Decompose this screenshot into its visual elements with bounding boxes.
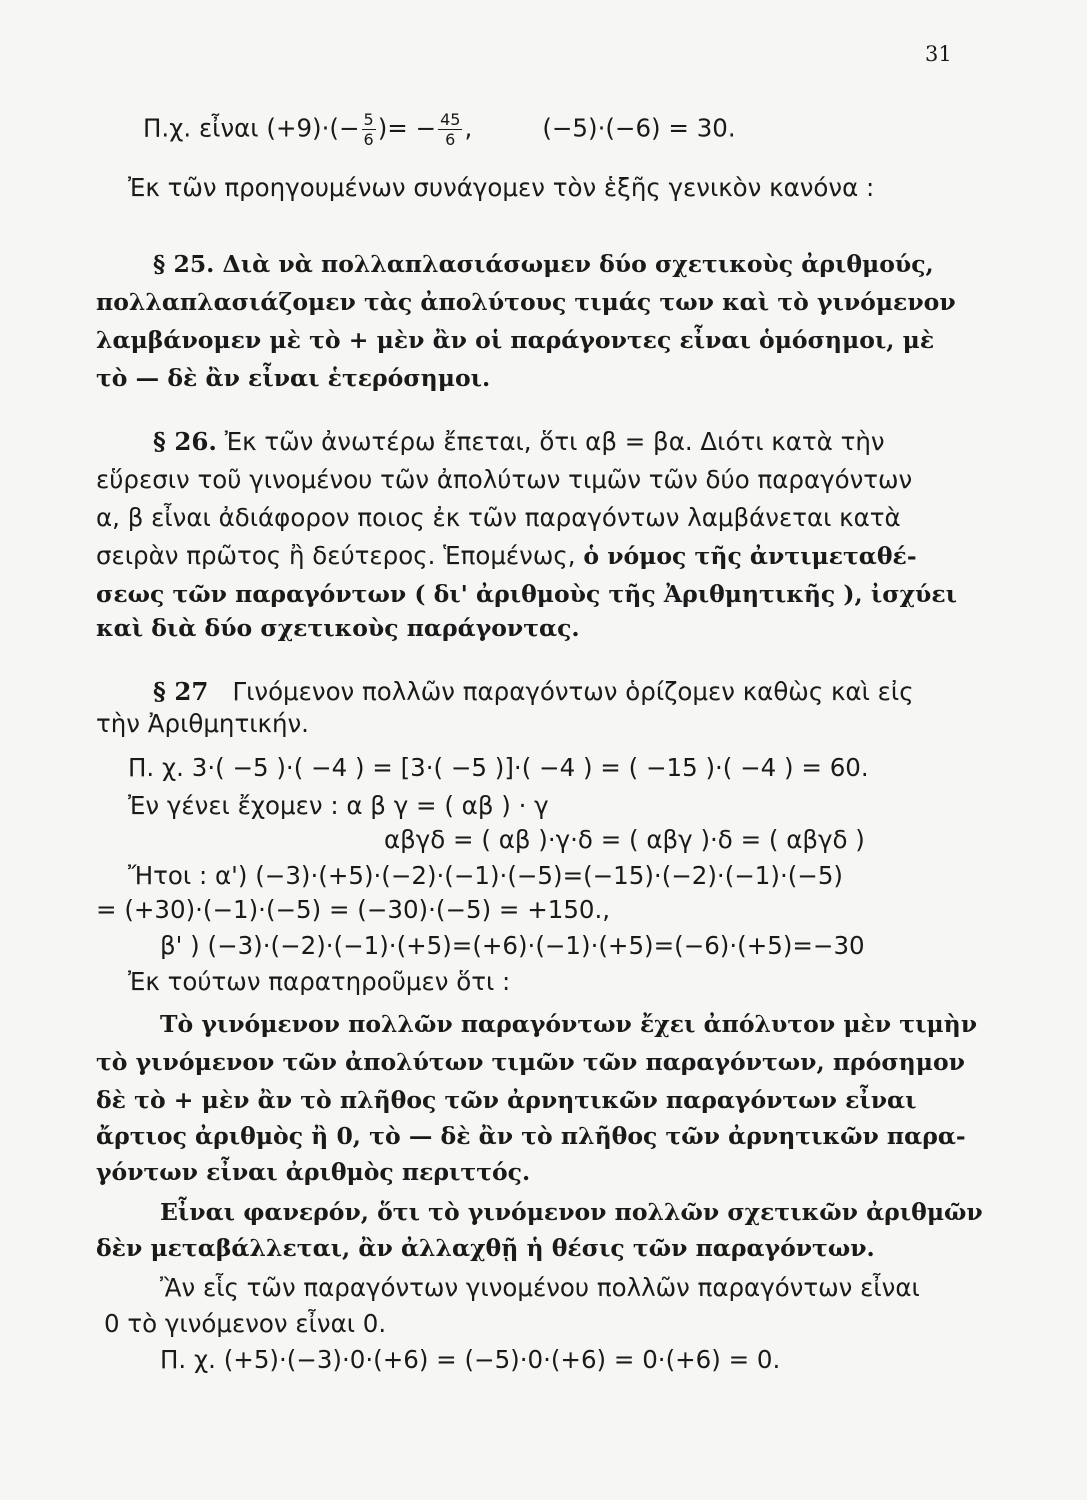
section-27-example: Π. χ. 3·( −5 )·( −4 ) = [3·( −5 )]·( −4 ) = ( −15 )·( −4 ) = 60. [128, 753, 869, 782]
section-26-line-2: εὕρεσιν τοῦ γινομένου τῶν ἀπολύτων τιμῶν τῶν δύο παραγόντων [96, 465, 913, 494]
rule-line-4: ἄρτιος ἀριθμὸς ἢ 0, τὸ — δὲ ἂν τὸ πλῆθος τῶν ἀρνητικῶν παρα- [96, 1122, 966, 1150]
section-27-line-2: τὴν Ἀριθμητικήν. [96, 709, 309, 738]
rule-line-5: γόντων εἶναι ἀριθμὸς περιττός. [96, 1158, 531, 1186]
section-25-line-2: πολλαπλασιάζομεν τὰς ἀπολύτους τιμάς των καὶ τὸ γινόμενον [96, 288, 956, 316]
section-25-line-3: λαμβάνομεν μὲ τὸ + μὲν ἂν οἱ παράγοντες εἶναι ὁμόσημοι, μὲ [96, 326, 935, 354]
section-26-line-1: § 26. Ἐκ τῶν ἀνωτέρω ἔπεται, ὅτι αβ = βα. Διότι κατὰ τὴν [153, 427, 885, 456]
example-suffix: , (−5)·(−6) = 30. [464, 113, 736, 143]
section-25-label: § 25. [153, 250, 215, 278]
section-26-label: § 26. [153, 427, 217, 456]
zero-factor-line-2: 0 τὸ γινόμενον εἶναι 0. [104, 1309, 387, 1338]
general-formula-1: Ἐν γένει ἔχομεν : α β γ = ( αβ ) · γ [128, 791, 549, 820]
intro-line: Ἐκ τῶν προηγουμένων συνάγομεν τὸν ἑξῆς γενικὸν κανόνα : [128, 173, 875, 202]
rule-line-3: δὲ τὸ + μὲν ἂν τὸ πλῆθος τῶν ἀρνητικῶν παραγόντων εἶναι [96, 1086, 917, 1114]
example-middle: )= − [377, 113, 437, 143]
commutative-law-start: ὁ νόμος τῆς ἀντιμεταθέ- [583, 542, 917, 570]
rule2-line-1: Εἶναι φανερόν, ὅτι τὸ γινόμενον πολλῶν σχετικῶν ἀριθμῶν [160, 1198, 983, 1226]
zero-factor-example: Π. χ. (+5)·(−3)·0·(+6) = (−5)·0·(+6) = 0·(+6) = 0. [160, 1345, 781, 1374]
rule-line-1: Τὸ γινόμενον πολλῶν παραγόντων ἔχει ἀπόλυτον μὲν τιμὴν [160, 1010, 978, 1038]
section-25-line-1: § 25. Διὰ νὰ πολλαπλασιάσωμεν δύο σχετικοὺς ἀριθμούς, [153, 250, 934, 278]
rule2-line-2: δὲν μεταβάλλεται, ἂν ἀλλαχθῇ ἡ θέσις τῶν παραγόντων. [96, 1234, 875, 1262]
section-25-line-4: τὸ — δὲ ἂν εἶναι ἑτερόσημοι. [96, 364, 491, 392]
page-number: 31 [925, 42, 952, 66]
section-26-line-5: σεως τῶν παραγόντων ( δι' ἀριθμοὺς τῆς Ἀριθμητικῆς ), ἰσχύει [96, 580, 958, 608]
fraction-5-6: $\frac{5}{6}$ [363, 110, 374, 149]
observation-line: Ἐκ τούτων παρατηροῦμεν ὅτι : [128, 967, 511, 996]
example-alpha-line-1: Ἤτοι : α') (−3)·(+5)·(−2)·(−1)·(−5)=(−15)·(−2)·(−1)·(−5) [128, 861, 843, 890]
zero-factor-line-1: Ἂν εἷς τῶν παραγόντων γινομένου πολλῶν παραγόντων εἶναι [160, 1273, 920, 1302]
section-26-line-3: α, β εἶναι ἀδιάφορον ποιος ἐκ τῶν παραγόντων λαμβάνεται κατὰ [96, 503, 901, 532]
general-formula-2: αβγδ = ( αβ )·γ·δ = ( αβγ )·δ = ( αβγδ ) [384, 825, 865, 854]
example-prefix: Π.χ. εἶναι (+9)·(− [143, 113, 360, 143]
section-26-line-6: καὶ διὰ δύο σχετικοὺς παράγοντας. [96, 614, 580, 642]
example-beta: β' ) (−3)·(−2)·(−1)·(+5)=(+6)·(−1)·(+5)=(−6)·(+5)=−30 [160, 931, 865, 960]
example-fractions [143, 110, 736, 149]
section-26-line-4: σειρὰν πρῶτος ἢ δεύτερος. Ἑπομένως, ὁ νόμος τῆς ἀντιμεταθέ- [96, 541, 917, 570]
section-27-label: § 27 [153, 677, 209, 706]
section-27-line-1: § 27 Γινόμενον πολλῶν παραγόντων ὁρίζομεν καθὼς καὶ εἰς [153, 677, 914, 706]
fraction-45-6: $\frac{45}{6}$ [440, 110, 461, 149]
example-alpha-line-2: = (+30)·(−1)·(−5) = (−30)·(−5) = +150., [96, 895, 611, 924]
rule-line-2: τὸ γινόμενον τῶν ἀπολύτων τιμῶν τῶν παραγόντων, πρόσημον [96, 1048, 965, 1076]
